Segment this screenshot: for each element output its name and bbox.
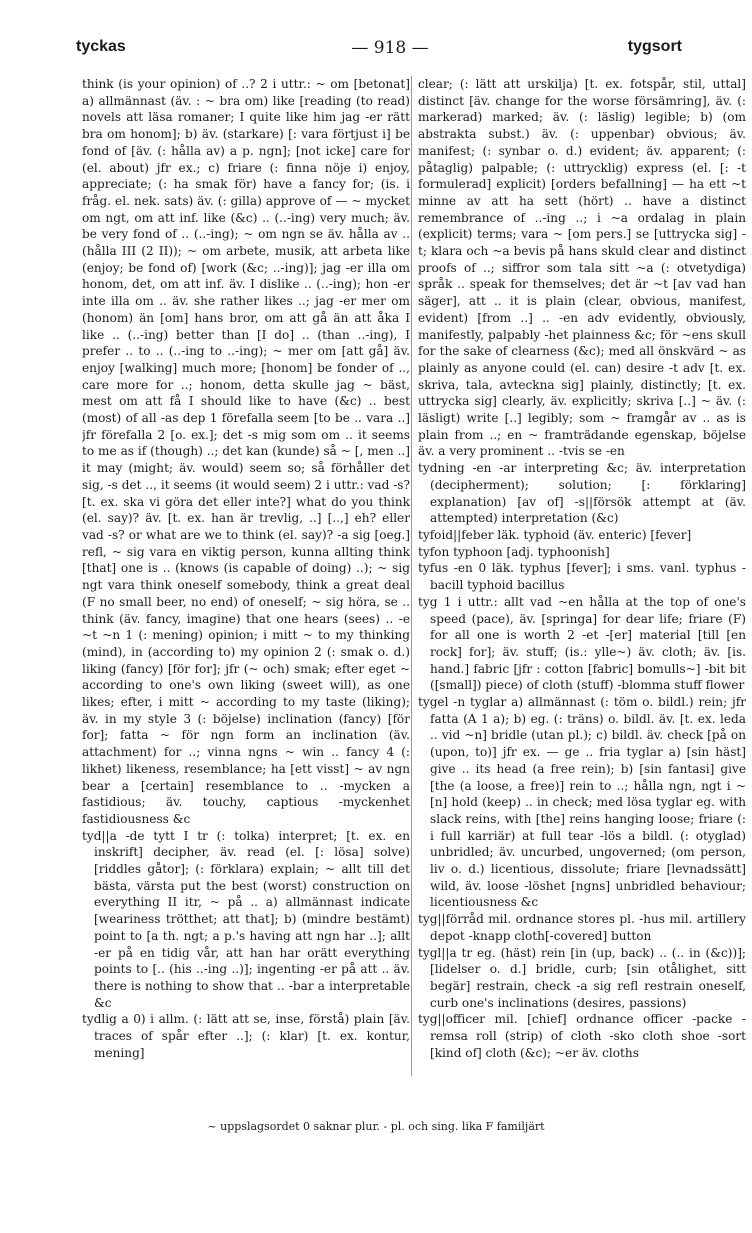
dictionary-entry: tyg||officer mil. [chief] ordnance officer -packe -remsa roll (strip) of cloth -sko cloth shoe -sort [kind of] cloth (&c); ~er äv. cloths [418,1012,746,1060]
dictionary-entry: tyd||a -de tytt I tr (: tolka) interpret; [t. ex. en inskrift] decipher, äv. read (el. [: lösa] solve) [riddles gåtor]; (: förklara) explain; ~ allt till det bästa, värsta put the best (worst) construction on everything II itr, ~ på .. a) allmännast indicate [weariness trötthet; att that]; b) (mindre bestämt) point to [a th. ngt; a p.'s having att ngn har ..]; allt -er på en tidig vår, att han har orätt everything points to [.. (his ..-ing ..)]; ingenting -er på att .. äv. there is nothing to show that .. -bar a interpretable &c [82,828,410,1010]
dictionary-entry: tyfon typhoon [adj. typhoonish] [418,544,610,559]
dictionary-entry: tyg||förråd mil. ordnance stores pl. -hus mil. artillery depot -knapp cloth[-covered] button [418,912,746,943]
dictionary-entry: clear; (: lätt att urskilja) [t. ex. fotspår, stil, uttal] distinct [äv. change for the worse försämring], äv. (: markerad) marked; äv. (: läslig) legible; b) (om abstrakta subst.) äv. (: uppenbar) obvious; äv. manifest; (: synbar o. d.) evident; äv. apparent; (: påtaglig) palpable; (: uttrycklig) express (el. [: -t formulerad] explicit) [orders befallning] — ha ett ~t minne av att ha sett (hört) .. have a distinct remembrance of ..-ing ..; i ~a ordalag in plain (explicit) terms; vara ~ [om pers.] se [uttrycka sig] -t; klara och ~a bevis på hans skuld clear and distinct proofs of ..; siffror som tala sitt ~a (: otvetydiga) språk .. speak for themselves; det är ~t [av vad han säger], att .. it is plain (clear, obvious, manifest, evident) [from ..] .. -en adv evidently, obviously, manifestly, palpably -het plainness &c; för ~ens skull for the sake of clearness (&c); med all önskvärd ~ as plainly as anyone could (el. can) desire -t adv [t. ex. skriva, tala, avteckna sig] plainly, distinctly; [t. ex. uttrycka sig] clearly, äv. explicitly; skriva [..] ~ äv. (: läsligt) write [..] legibly; som ~ framgår av .. as is plain from ..; en ~ framträdande egenskap, böjelse äv. a very prominent .. -tvis se -en [418,77,746,459]
dictionary-entry: tyfus -en 0 läk. typhus [fever]; i sms. vanl. typhus -bacill typhoid bacillus [418,561,746,593]
dictionary-entry: think (is your opinion) of ..? 2 i uttr.: ~ om [betonat] a) allmännast (äv. : ~ bra om) like [reading (to read) novels att läsa romaner; I quite like him jag -er rätt bra om honom]; b) äv. (starkare) [: vara förtjust i] be fond of [äv. (: hålla av) a p. ngn]; [not icke] care for (el. about) jfr ex.; c) friare (: finna nöje i) enjoy, appreciate; (: ha smak för) have a fancy for; (is. i fråg. el. nek. sats) äv. (: gilla) approve of — ~ mycket om ngt, om att inf. like (&c) .. (..-ing) very much; äv. be very fond of .. (..-ing); ~ om ngn se äv. hålla av .. (hålla III (2 II)); ~ om arbete, musik, att arbeta like (enjoy; be fond of) [work (&c; ..-ing)]; jag -er illa om honom, det, om att inf. äv. I dislike .. (..-ing); hon -er inte illa om .. äv. she rather likes ..; jag -er mer om (honom) än [om] hans bror, om att gå än att åka I like .. (..-ing) better than [I do] .. (than ..-ing), I prefer .. to .. (..-ing to ..-ing); ~ mer om [att gå] äv. enjoy [walking] much more; [honom] be fonder of .., care more for ..; honom, detta skulle jag ~ bäst, mest om att få I should like to have (&c) .. best (most) of all -as dep 1 förefalla seem [to be .. vara ..] jfr förefalla 2 [o. ex.]; det -s mig som om .. it seems to me as if (though) ..; det kan (kunde) så ~ [, men ..] it may (might; äv. would) seem so; så förhåller det sig, -s det .., it seems (it would seem) 2 i uttr.: vad -s? [t. ex. ska vi göra det eller inte?] what do you think (el. say)? äv. [t. ex. han är trevlig, ..] [..,] eh? eller vad -s? or what are we to think (el. say)? -a sig [oeg.] refl, ~ sig vara en viktig person, kunna allting think [that] one is .. (knows (is capable of doing) ..); ~ sig ngt vara think oneself somebody, think a great deal (F no small beer, no end) of oneself; ~ sig höra, se .. think (äv. fancy, imagine) that one hears (sees) .. -e ~t ~n 1 (: mening) opinion; i mitt ~ to my thinking (mind), in (according to) my opinion 2 (: smak o. d.) liking (fancy) [för for]; jfr (~ och) smak; efter eget ~ according to one's own liking (sweet will), as one likes; efter, i mitt ~ according to my taste (liking); äv. in my style 3 (: böjelse) inclination (fancy) [för for]; fatta ~ för ngn form an inclination (äv. attachment) for ..; vinna ngns ~ win .. fancy 4 (: likhet) likeness, resemblance; ha [ett visst] ~ av ngn bear a [certain] resemblance to .. -mycken a fastidious; äv. touchy, captious -myckenhet fastidiousness &c [82,77,410,826]
dictionary-entry: tydning -en -ar interpreting &c; äv. interpretation (decipherment); solution; [: förklaring] explanation) [av of] -s||försök attempt at (äv. attempted) interpretation (&c) [418,461,746,526]
page-header [0,28,752,58]
guide-word-right: tygsort [627,38,682,55]
dictionary-entry: tyg 1 i uttr.: allt vad ~en hålla at the top of one's speed (pace), äv. [springa] for dear life; friare (F) for all one is worth 2 -et -[er] material [till [en rock] for]; äv. stuff; (is.: ylle~) äv. cloth; äv. [is. hand.] fabric [jfr : cotton [fabric] bomulls~] -bit bit ([small]) piece) of cloth (stuff) -blomma stuff flower [418,594,746,693]
guide-word-left: tyckas [76,38,126,55]
column-divider [411,76,412,1076]
page-number: — 918 — [351,38,429,58]
left-column [82,76,410,1076]
abbreviation-legend: ~ uppslagsordet 0 saknar plur. - pl. och sing. lika F familjärt [207,1120,545,1133]
right-column [418,76,746,1076]
dictionary-entry: tygl||a tr eg. (häst) rein [in (up, back) .. (.. in (&c))]; [lidelser o. d.] bridle, curb; [sin otålighet, sitt begär] restrain, check -a sig refl restrain oneself, curb one's inclinations (desires, passions) [418,945,746,1010]
dictionary-entry: tydlig a 0) i allm. (: lätt att se, inse, förstå) plain [äv. traces of spår efter ..]; (: klar) [t. ex. kontur, mening] [82,1012,410,1060]
dictionary-entry: tyfoid||feber läk. typhoid (äv. enteric) [fever] [418,527,692,542]
dictionary-entry: tygel -n tyglar a) allmännast (: töm o. bildl.) rein; jfr fatta (A 1 a); b) eg. (: träns) o. bildl. äv. [t. ex. leda .. vid ~n] bridle (utan pl.); c) bildl. äv. check [på on (upon, to)] jfr ex. — ge .. fria tyglar a) [sin häst] give .. its head (a free rein); b) [sin fantasi] give [the (a loose, a free)] rein to ..; hålla ngn, ngt i ~[n] hold (keep) .. in check; med lösa tyglar eg. with slack reins, with [the] reins hanging loose; friare (: i full karriär) at full tear -lös a bildl. (: otyglad) unbridled; äv. uncurbed, ungoverned; (om person, liv o. d.) licentious, dissolute; friare [levnadssätt] wild, äv. loose -löshet [ngns] unbridled behaviour; licentiousness &c [418,695,746,910]
